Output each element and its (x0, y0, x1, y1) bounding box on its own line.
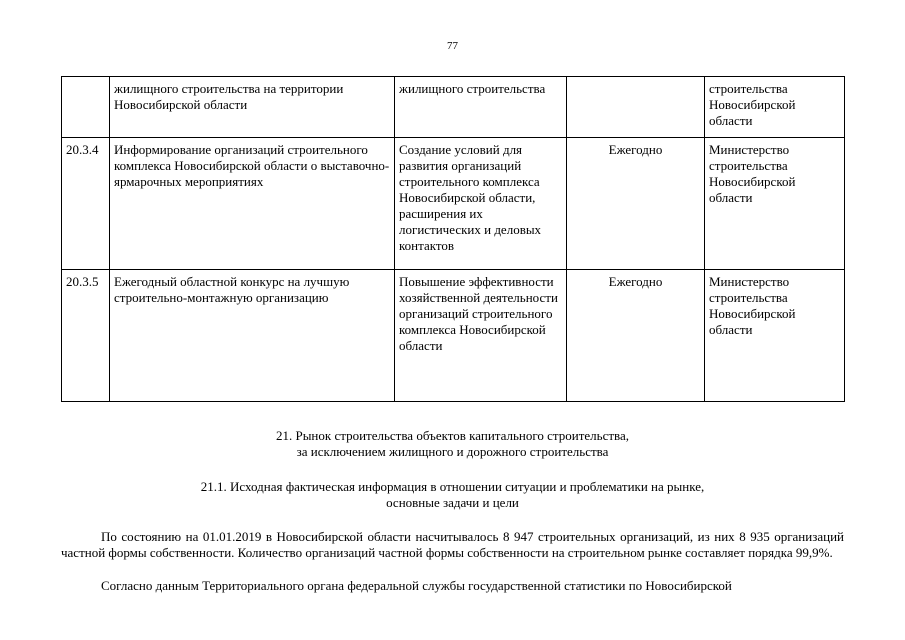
term-cell: Ежегодно (567, 138, 705, 270)
row-number: 20.3.4 (62, 138, 110, 270)
measure-cell: жилищного строительства на территории Новосибирской области (110, 77, 395, 138)
row-number: 20.3.5 (62, 270, 110, 402)
table-row (62, 270, 845, 402)
paragraph: Согласно данным Территориального органа федеральной службы государственной статистики по Новосибирской (101, 578, 732, 593)
result-cell: Повышение эффективности хозяйственной деятельности организаций строительного комплекса Новосибирской области (395, 270, 567, 402)
measures-table (61, 76, 845, 402)
row-number (62, 77, 110, 138)
table-row (62, 138, 845, 270)
term-cell: Ежегодно (567, 270, 705, 402)
result-cell: жилищного строительства (395, 77, 567, 138)
section-heading (0, 428, 905, 460)
measure-cell: Ежегодный областной конкурс на лучшую строительно-монтажную организацию (110, 270, 395, 402)
subsection-title-line1: 21.1. Исходная фактическая информация в отношении ситуации и проблематики на рынке, (200, 479, 705, 494)
section-title-line1: 21. Рынок строительства объектов капитального строительства, (275, 428, 630, 443)
executor-cell: Министерство строительства Новосибирской области (705, 270, 845, 402)
section-title-line2: за исключением жилищного и дорожного строительства (296, 444, 609, 459)
subsection-title-line2: основные задачи и цели (386, 495, 519, 510)
subsection-heading (0, 479, 905, 511)
paragraph: По состоянию на 01.01.2019 в Новосибирской области насчитывалось 8 947 строительных организаций, из них 8 935 организаций частной формы собственности. Количество организаций частной формы собственности на строительном рынке составляет порядка 99,9%. (61, 529, 844, 560)
executor-cell: Министерство строительства Новосибирской области (705, 138, 845, 270)
measure-cell: Информирование организаций строительного комплекса Новосибирской области о выставочно-ярмарочных мероприятиях (110, 138, 395, 270)
term-cell (567, 77, 705, 138)
page-number: 77 (447, 40, 458, 52)
result-cell: Создание условий для развития организаций строительного комплекса Новосибирской области, расширения их логистических и деловых контактов (395, 138, 567, 270)
executor-cell: строительства Новосибирской области (705, 77, 845, 138)
table-row (62, 77, 845, 138)
